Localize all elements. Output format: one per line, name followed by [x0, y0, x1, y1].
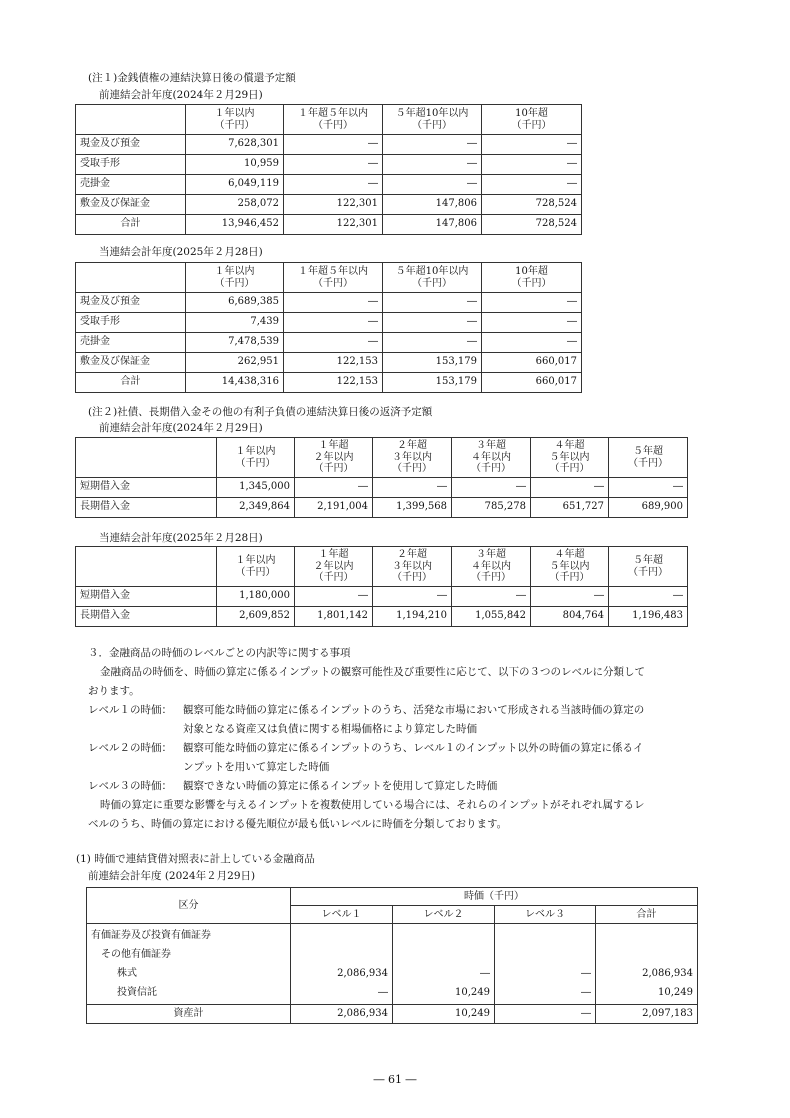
col-header: １年以内 （千円） — [186, 263, 284, 293]
cell: 1,180,000 — [217, 587, 295, 607]
cell: 122,301 — [284, 215, 383, 235]
cell: 122,153 — [284, 373, 383, 393]
table-header-row — [76, 105, 582, 135]
table-row — [76, 135, 582, 155]
note2-curr-table — [75, 546, 688, 627]
cell: 728,524 — [482, 195, 582, 215]
cell: 2,086,934 — [291, 1005, 393, 1024]
cell: ― — [284, 155, 383, 175]
cell: 2,086,934 — [337, 968, 388, 979]
page-number: ― 61 ― — [373, 1073, 417, 1086]
level2-line1: 観察可能な時価の算定に係るインプットのうち、レベル１のインプット以外の時価の算定に係るイ — [183, 742, 644, 754]
cell: 2,086,934 — [642, 968, 693, 979]
cell: 153,179 — [383, 373, 482, 393]
col-header: 10年超 （千円） — [482, 263, 582, 293]
cell: 1,801,142 — [295, 607, 373, 627]
cell: 122,301 — [284, 195, 383, 215]
col-header: レベル２ — [393, 906, 495, 924]
cell: ― — [383, 333, 482, 353]
cell: 10,249 — [455, 987, 490, 998]
col-header: １年超５年以内 （千円） — [284, 105, 383, 135]
col-header: ５年超 （千円） — [609, 547, 688, 587]
cell: ― — [373, 587, 452, 607]
row-label: 長期借入金 — [76, 607, 217, 627]
cell: ― — [531, 478, 609, 498]
cell: 2,349,864 — [217, 498, 295, 518]
cell: ― — [482, 333, 582, 353]
row-label: 投資信託 — [117, 987, 157, 998]
cell: ― — [609, 478, 688, 498]
level1-label: レベル１の時価： — [88, 704, 172, 716]
table-row — [76, 333, 582, 353]
row-label: 現金及び預金 — [76, 293, 186, 313]
col-header: １年超 ２年以内 （千円） — [295, 547, 373, 587]
cell: ― — [383, 135, 482, 155]
col-header-kubun: 区分 — [87, 888, 291, 924]
note1-prev-table — [75, 104, 582, 235]
cell: 10,249 — [393, 1005, 495, 1024]
cell: ― — [284, 293, 383, 313]
row-label: 敷金及び保証金 — [76, 195, 186, 215]
cell: 7,628,301 — [186, 135, 284, 155]
col-header: １年以内 （千円） — [186, 105, 284, 135]
category-cell — [87, 924, 291, 1005]
cell: ― — [609, 587, 688, 607]
cell: ― — [378, 987, 388, 998]
cell: ― — [581, 987, 591, 998]
row-label: 合計 — [76, 373, 186, 393]
cell: ― — [482, 155, 582, 175]
row-label: 長期借入金 — [76, 498, 217, 518]
cell: 1,194,210 — [373, 607, 452, 627]
cell: ― — [482, 293, 582, 313]
col-header: １年以内 （千円） — [217, 547, 295, 587]
col-header: ２年超 ３年以内 （千円） — [373, 547, 452, 587]
cell: 147,806 — [383, 195, 482, 215]
cell: ― — [452, 478, 531, 498]
table-total-row — [76, 215, 582, 235]
cell: ― — [482, 313, 582, 333]
col-header: ４年超 ５年以内 （千円） — [531, 438, 609, 478]
cell: ― — [284, 333, 383, 353]
cell: 2,097,183 — [596, 1005, 698, 1024]
cell: ― — [284, 175, 383, 195]
cell: 262,951 — [186, 353, 284, 373]
cell: 1,399,568 — [373, 498, 452, 518]
cell: ― — [482, 175, 582, 195]
col-header: ３年超 ４年以内 （千円） — [452, 547, 531, 587]
table-row — [76, 155, 582, 175]
col-header-group: 時価（千円） — [291, 888, 698, 906]
row-label: 敷金及び保証金 — [76, 353, 186, 373]
cell: ― — [482, 135, 582, 155]
col-header: ５年超10年以内 （千円） — [383, 263, 482, 293]
level1-line1: 観察可能な時価の算定に係るインプットのうち、活発な市場において形成される当該時価の算定の — [183, 704, 645, 716]
total-cell — [596, 924, 698, 1005]
cell: 1,345,000 — [217, 478, 295, 498]
level2-cell — [393, 924, 495, 1005]
cell: 147,806 — [383, 215, 482, 235]
cell: ― — [383, 313, 482, 333]
table-row — [76, 175, 582, 195]
cell: ― — [295, 478, 373, 498]
col-header: ４年超 ５年以内 （千円） — [531, 547, 609, 587]
table-row — [76, 195, 582, 215]
table-total-row — [76, 373, 582, 393]
cell: ― — [373, 478, 452, 498]
subcategory-label: その他有価証券 — [101, 949, 171, 960]
table-row — [76, 313, 582, 333]
cell: 660,017 — [482, 373, 582, 393]
note1-title: (注１)金銭債権の連結決算日後の償還予定額 — [88, 72, 296, 84]
table-row — [76, 478, 688, 498]
table-header-row — [76, 547, 688, 587]
cell: 2,609,852 — [217, 607, 295, 627]
cell: 6,689,385 — [186, 293, 284, 313]
row-label: 合計 — [76, 215, 186, 235]
row-label: 資産計 — [87, 1005, 291, 1024]
row-label: 短期借入金 — [76, 478, 217, 498]
cell: 651,727 — [531, 498, 609, 518]
col-header: １年超５年以内 （千円） — [284, 263, 383, 293]
col-header: 10年超 （千円） — [482, 105, 582, 135]
col-header: レベル３ — [495, 906, 596, 924]
level3-label: レベル３の時価： — [88, 780, 172, 792]
table-row — [76, 293, 582, 313]
cell: 2,191,004 — [295, 498, 373, 518]
cell: ― — [295, 587, 373, 607]
col-header: １年以内 （千円） — [217, 438, 295, 478]
fv-label: 前連結会計年度 (2024年２月29日) — [88, 870, 256, 882]
row-label: 売掛金 — [76, 175, 186, 195]
cell: 258,072 — [186, 195, 284, 215]
fv-title: (1) 時価で連結貸借対照表に計上している金融商品 — [76, 853, 315, 865]
table-header-row — [87, 888, 698, 906]
note1-curr-table — [75, 262, 582, 393]
cell: 14,438,316 — [186, 373, 284, 393]
cell: 13,946,452 — [186, 215, 284, 235]
note1-prev-label: 前連結会計年度(2024年２月29日) — [99, 89, 263, 101]
cell: 122,153 — [284, 353, 383, 373]
cell: ― — [383, 293, 482, 313]
level1-cell — [291, 924, 393, 1005]
row-label: 売掛金 — [76, 333, 186, 353]
section3-intro-line2: おります。 — [88, 685, 140, 697]
cell: 689,900 — [609, 498, 688, 518]
row-label: 現金及び預金 — [76, 135, 186, 155]
cell: 7,478,539 — [186, 333, 284, 353]
row-label: 短期借入金 — [76, 587, 217, 607]
cell: 153,179 — [383, 353, 482, 373]
cell: ― — [383, 155, 482, 175]
cell: 1,055,842 — [452, 607, 531, 627]
section3-intro-line1: 金融商品の時価を、時価の算定に係るインプットの観察可能性及び重要性に応じて、以下の３つのレベルに分類して — [100, 666, 646, 678]
table-row — [76, 353, 582, 373]
row-label: 受取手形 — [76, 155, 186, 175]
note1-curr-label: 当連結会計年度(2025年２月28日) — [99, 246, 263, 258]
cell: ― — [581, 968, 591, 979]
cell: 728,524 — [482, 215, 582, 235]
level3-line1: 観察できない時価の算定に係るインプットを使用して算定した時価 — [183, 780, 498, 792]
cell: 10,249 — [658, 987, 693, 998]
col-header: ３年超 ４年以内 （千円） — [452, 438, 531, 478]
cell: 7,439 — [186, 313, 284, 333]
cell: ― — [284, 135, 383, 155]
cell: 10,959 — [186, 155, 284, 175]
col-header: レベル１ — [291, 906, 393, 924]
col-header: ２年超 ３年以内 （千円） — [373, 438, 452, 478]
cell: ― — [284, 313, 383, 333]
table-row — [76, 607, 688, 627]
col-header: ５年超10年以内 （千円） — [383, 105, 482, 135]
section3-note-line2: ベルのうち、時価の算定における優先順位が最も低いレベルに時価を分類しております。 — [88, 818, 508, 830]
row-label: 受取手形 — [76, 313, 186, 333]
fv-table — [86, 887, 698, 1024]
col-header: 合計 — [596, 906, 698, 924]
cell: 785,278 — [452, 498, 531, 518]
col-header: １年超 ２年以内 （千円） — [295, 438, 373, 478]
cell: 804,764 — [531, 607, 609, 627]
cell: ― — [383, 175, 482, 195]
table-row — [76, 587, 688, 607]
level2-line2: ンプットを用いて算定した時価 — [183, 761, 330, 773]
note2-prev-table — [75, 437, 688, 518]
table-header-row — [76, 263, 582, 293]
cell: ― — [495, 1005, 596, 1024]
note2-title: (注２)社債、長期借入金その他の有利子負債の連結決算日後の返済予定額 — [88, 406, 433, 418]
table-header-row — [76, 438, 688, 478]
note2-curr-label: 当連結会計年度(2025年２月28日) — [99, 532, 263, 544]
cell: 6,049,119 — [186, 175, 284, 195]
cell: ― — [452, 587, 531, 607]
level1-line2: 対象となる資産又は負債に関する相場価格により算定した時価 — [183, 723, 477, 735]
section3-note-line1: 時価の算定に重要な影響を与えるインプットを複数使用している場合には、それらのインプットがそれぞれ属するレ — [100, 799, 645, 811]
level3-cell — [495, 924, 596, 1005]
table-total-row — [87, 1005, 698, 1024]
col-header: ５年超 （千円） — [609, 438, 688, 478]
level2-label: レベル２の時価： — [88, 742, 172, 754]
cell: 1,196,483 — [609, 607, 688, 627]
cell: 660,017 — [482, 353, 582, 373]
category-label: 有価証券及び投資有価証券 — [91, 930, 211, 941]
row-label: 株式 — [117, 968, 137, 979]
table-row — [76, 498, 688, 518]
note2-prev-label: 前連結会計年度(2024年２月29日) — [99, 422, 263, 434]
cell: ― — [480, 968, 490, 979]
cell: ― — [531, 587, 609, 607]
table-row — [87, 924, 698, 1005]
section3-heading: ３．金融商品の時価のレベルごとの内訳等に関する事項 — [88, 647, 351, 659]
